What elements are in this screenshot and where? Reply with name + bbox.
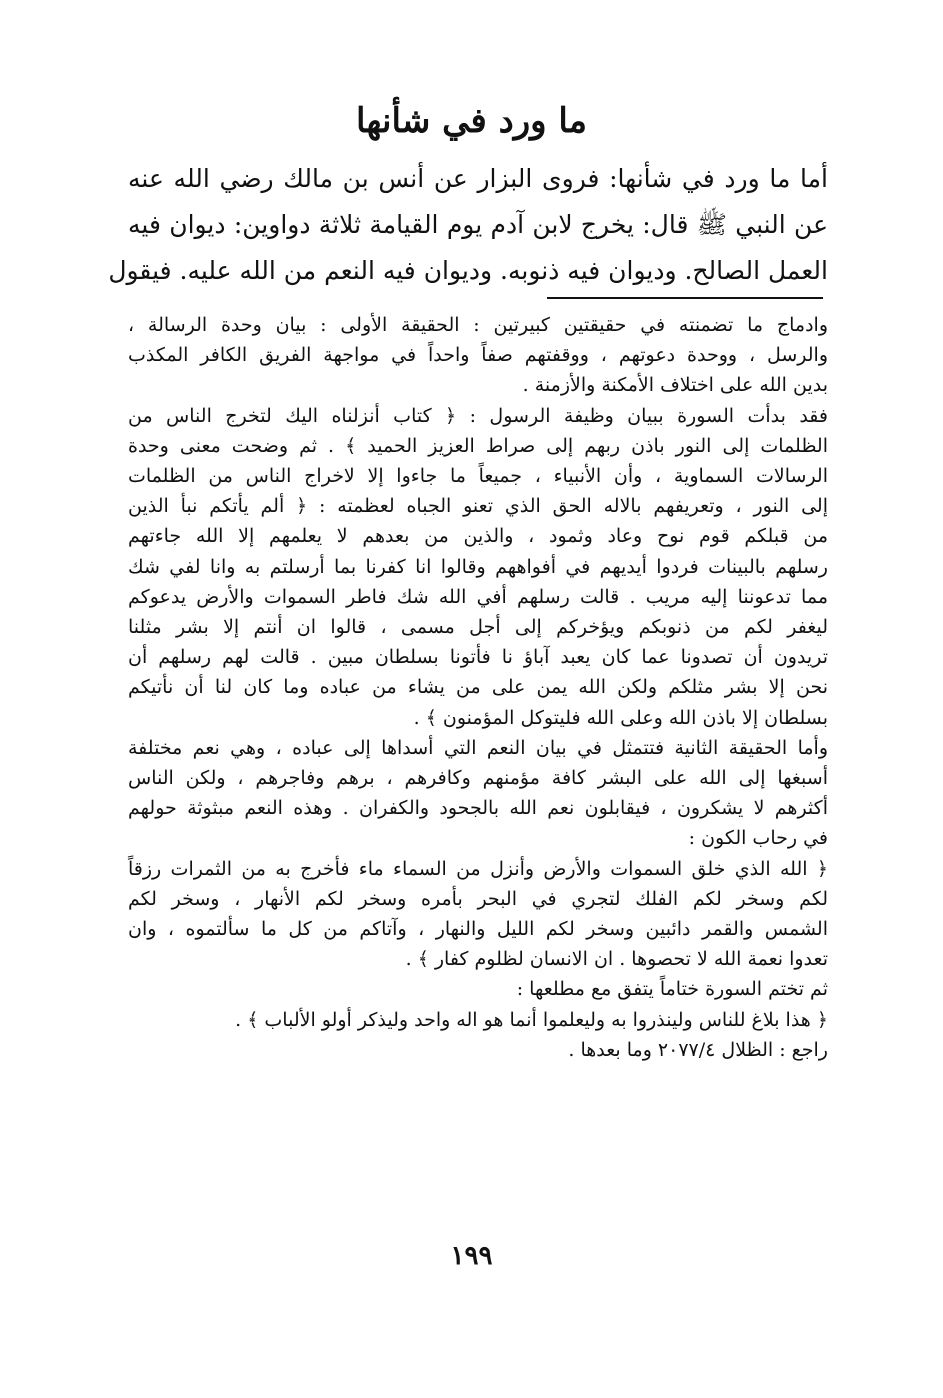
footnote-line: من قبلكم قوم نوح وعاد وثمود ، والذين من بعدهم لا يعلمهم إلا الله جاءتهم bbox=[128, 525, 828, 548]
footnote-line: تعدوا نعمة الله لا تحصوها . ان الانسان لظلوم كفار ﴾ . bbox=[405, 948, 828, 971]
footnote-line: الظلمات إلى النور باذن ربهم إلى صراط العزيز الحميد ﴾ . ثم وضحت معنى وحدة bbox=[128, 434, 828, 457]
footnote-line: رسلهم بالبينات فردوا أيديهم في أفواههم وقالوا انا كفرنا بما أرسلتم به وانا لفي شك bbox=[128, 555, 828, 578]
main-text-line: عن النبي ﷺ قال: يخرج لابن آدم يوم القيامة ثلاثة دواوين: ديوان فيه bbox=[128, 210, 828, 239]
footnote-line: مما تدعوننا إليه مريب . قالت رسلهم أفي الله شك فاطر السموات والأرض يدعوكم bbox=[128, 585, 828, 608]
footnote-line: فقد بدأت السورة ببيان وظيفة الرسول : ﴿ كتاب أنزلناه اليك لتخرج الناس من bbox=[128, 404, 828, 427]
page-number: ١٩٩ bbox=[450, 1241, 493, 1271]
footnote-line: بسلطان إلا باذن الله وعلى الله فليتوكل المؤمنون ﴾ . bbox=[413, 706, 828, 729]
footnote-line: الشمس والقمر دائبين وسخر لكم الليل والنهار ، وآتاكم من كل ما سألتموه ، وان bbox=[128, 918, 828, 941]
footnote-separator bbox=[547, 297, 823, 299]
footnote-line: ثم تختم السورة ختاماً يتفق مع مطلعها : bbox=[516, 978, 828, 1001]
footnote-line: أكثرهم لا يشكرون ، فيقابلون نعم الله بالجحود والكفران . وهذه النعم مبثوثة حولهم bbox=[128, 797, 828, 820]
footnote-line: ﴿ هذا بلاغ للناس ولينذروا به وليعلموا أنما هو اله واحد وليذكر أولو الألباب ﴾ . bbox=[235, 1008, 828, 1031]
footnote-line: والرسل ، ووحدة دعوتهم ، ووقفتهم صفاً واحداً في مواجهة الفريق الكافر المكذب bbox=[128, 344, 828, 367]
page-heading: ما ورد في شأنها bbox=[356, 101, 587, 141]
footnote-line: إلى النور ، وتعريفهم بالاله الحق الذي تعنو الجباه لعظمته : ﴿ ألم يأتكم نبأ الذين bbox=[128, 495, 828, 518]
main-text-line: أما ما ورد في شأنها: فروى البزار عن أنس بن مالك رضي الله عنه bbox=[128, 164, 828, 193]
footnote-line: وأما الحقيقة الثانية فتتمثل في بيان النعم التي أسداها إلى عباده ، وهي نعم مختلفة bbox=[128, 736, 828, 759]
footnote-line: راجع : الظلال ٢٠٧٧/٤ وما بعدها . bbox=[568, 1038, 828, 1061]
footnote-line: نحن إلا بشر مثلكم ولكن الله يمن على من يشاء من عباده وما كان لنا أن نأتيكم bbox=[128, 676, 828, 699]
footnote-line: ﴿ الله الذي خلق السموات والأرض وأنزل من السماء ماء فأخرج به من الثمرات رزقاً bbox=[128, 857, 828, 880]
footnote-line: في رحاب الكون : bbox=[688, 827, 828, 850]
footnote-line: لكم وسخر لكم الفلك لتجري في البحر بأمره وسخر لكم الأنهار ، وسخر لكم bbox=[128, 887, 828, 910]
footnote-line: بدين الله على اختلاف الأمكنة والأزمنة . bbox=[522, 374, 828, 397]
footnote-line: وادماج ما تضمنته في حقيقتين كبيرتين : الحقيقة الأولى : بيان وحدة الرسالة ، bbox=[128, 314, 828, 336]
footnote-block bbox=[128, 310, 828, 1065]
main-text-block bbox=[108, 156, 828, 294]
main-text-line: العمل الصالح. وديوان فيه ذنوبه. وديوان فيه النعم من الله عليه. فيقول bbox=[108, 256, 828, 285]
footnote-line: أسبغها إلى الله على البشر كافة مؤمنهم وكافرهم ، برهم وفاجرهم ، ولكن الناس bbox=[128, 767, 828, 790]
footnote-line: الرسالات السماوية ، وأن الأنبياء ، جميعاً ما جاءوا إلا لاخراج الناس من الظلمات bbox=[128, 465, 828, 488]
footnote-line: ليغفر لكم من ذنوبكم ويؤخركم إلى أجل مسمى ، قالوا ان أنتم إلا بشر مثلنا bbox=[128, 616, 828, 639]
footnote-line: تريدون أن تصدونا عما كان يعبد آباؤ نا فأتونا بسلطان مبين . قالت لهم رسلهم أن bbox=[128, 646, 828, 669]
